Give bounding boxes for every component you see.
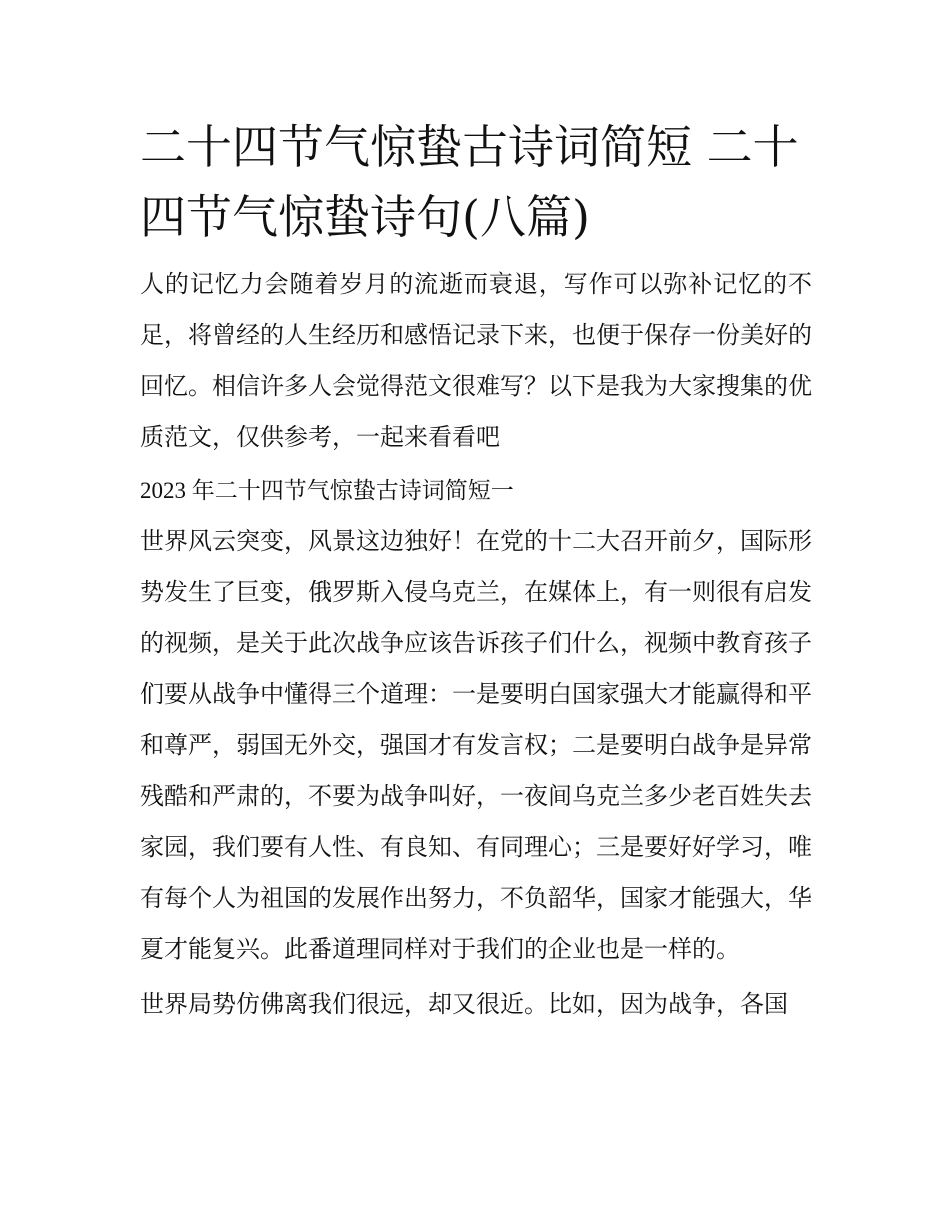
document-title: 二十四节气惊蛰古诗词简短 二十四节气惊蛰诗句(八篇) bbox=[140, 120, 799, 244]
section-heading: 2023 年二十四节气惊蛰古诗词简短一 bbox=[140, 478, 514, 503]
body-paragraph-1: 世界风云突变，风景这边独好！在党的十二大召开前夕，国际形势发生了巨变，俄罗斯入侵乌克兰，在媒体上，有一则很有启发的视频，是关于此次战争应该告诉孩子们什么，视频中教育孩子们要从战争中懂得三个道理：一是要明白国家强大才能赢得和平和尊严，弱国无外交，强国才有发言权；二是要明白战争是异常残酷和严肃的，不要为战争叫好，一夜间乌克兰多少老百姓失去家园，我们要有人性、有良知、有同理心；三是要好好学习，唯有每个人为祖国的发展作出努力，不负韶华，国家才能强大，华夏才能复兴。此番道理同样对于我们的企业也是一样的。 bbox=[140, 527, 812, 963]
intro-paragraph: 人的记忆力会随着岁月的流逝而衰退，写作可以弥补记忆的不足，将曾经的人生经历和感悟记录下来，也便于保存一份美好的回忆。相信许多人会觉得范文很难写？以下是我为大家搜集的优质范文，仅供参考，一起来看看吧 bbox=[140, 270, 812, 451]
body-paragraph-2: 世界局势仿佛离我们很远，却又很近。比如，因为战争，各国 bbox=[140, 990, 788, 1018]
document-body bbox=[140, 112, 812, 1030]
